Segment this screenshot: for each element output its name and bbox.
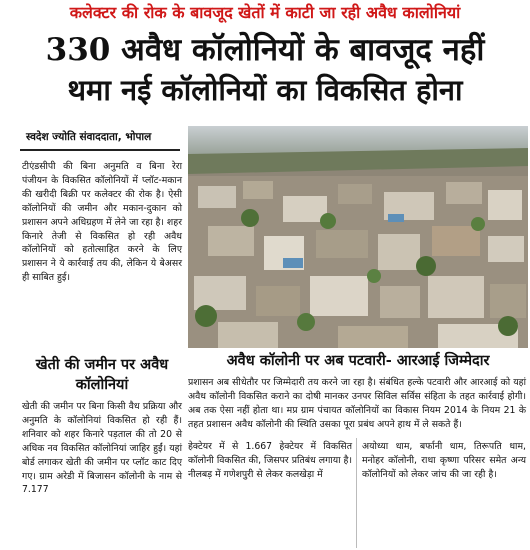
- patwari-paragraph: प्रशासन अब सीधेतौर पर जिम्मेदारी तय करने जा रहा है। संबंधित हल्के पटवारी और आरआई को यहां अवैध कॉलोनी विकसित कराने का दोषी मानकर उनपर सिविल सर्विस संहिता के तहत कार्रवाई होगी। अब तक ऐसा नहीं होता था। मप्र ग्राम पंचायत कॉलोनियों का विकास नियम 2014 के नियम 21 के तहत प्रशासन अवैध कॉलोनी की स्थिति उसका पूरा प्रबंध अपने हाथ में ले सकते हैं।: [188, 377, 526, 430]
- column-rule: [356, 438, 357, 548]
- aerial-photo-image: [188, 126, 528, 348]
- intro-paragraph: टीएंडसीपी की बिना अनुमति व बिना रेरा पंजीयन के विकसित कॉलोनियों में प्लॉट-मकान की खरीदी बिक्री पर कलेक्टर की रोक है। ऐसी कॉलोनियों की जमीन और मकान-दुकान को प्रशासन अपने अधिग्रहण में लेने जा रहा है। शहर किनारे तेजी से विकसित हो रही अवैध कॉलोनियों को हतोत्साहित करने के लिए प्रशासन ने ये कार्रवाई तय की, लेकिन ये बेअसर ही साबित हुई।: [22, 161, 182, 284]
- byline: स्वदेश ज्योति संवाददाता, भोपाल: [26, 131, 152, 143]
- kicker-line: कलेक्टर की रोक के बावजूद खेतों में काटी जा रही अवैध कालोनियां: [69, 3, 461, 22]
- headline-line-1: 330 अवैध कॉलोनियों के बावजूद नहीं: [45, 32, 485, 68]
- headline-line-2: थमा नई कॉलोनियों का विकसित होना: [67, 73, 463, 107]
- subheading-farmland: खेती की जमीन पर अवैध कॉलोनियां: [35, 356, 169, 393]
- aerial-photo: [188, 126, 528, 348]
- photo-caption: अवैध कॉलोनी पर अब पटवारी- आरआई जिम्मेदार: [226, 352, 490, 369]
- hectare-paragraph: हेक्टेयर में से 1.667 हेक्टेयर में विकसित कॉलोनी विकसित की, जिसपर प्रतिबंध लगाया है। नीलबड़ में गणेशपुरी से लेकर कलखेड़ा में: [188, 441, 352, 480]
- colonies-list-paragraph: अयोध्या धाम, बर्फानी धाम, तिरूपति धाम, मनोहर कॉलोनी, राधा कृष्णा परिसर समेत अन्य कॉलोनियों को लेकर जांच की जा रही है।: [362, 441, 526, 480]
- headline: [0, 30, 530, 110]
- farmland-paragraph: खेती की जमीन पर बिना किसी वैध प्रक्रिया और अनुमति के कॉलोनियां विकसित हो रही हैं। शनिवार को शहर किनारे पड़ताल की तो 20 से अधिक नव विकसित कॉलोनियां जाहिर हुईं। यहां बोर्ड लगाकर खेती की जमीन पर प्लॉट काट दिए गए। ग्राम अरेडी में बिजासन कॉलोनी के नाम से 7.177: [22, 401, 182, 496]
- byline-rule: [20, 149, 180, 151]
